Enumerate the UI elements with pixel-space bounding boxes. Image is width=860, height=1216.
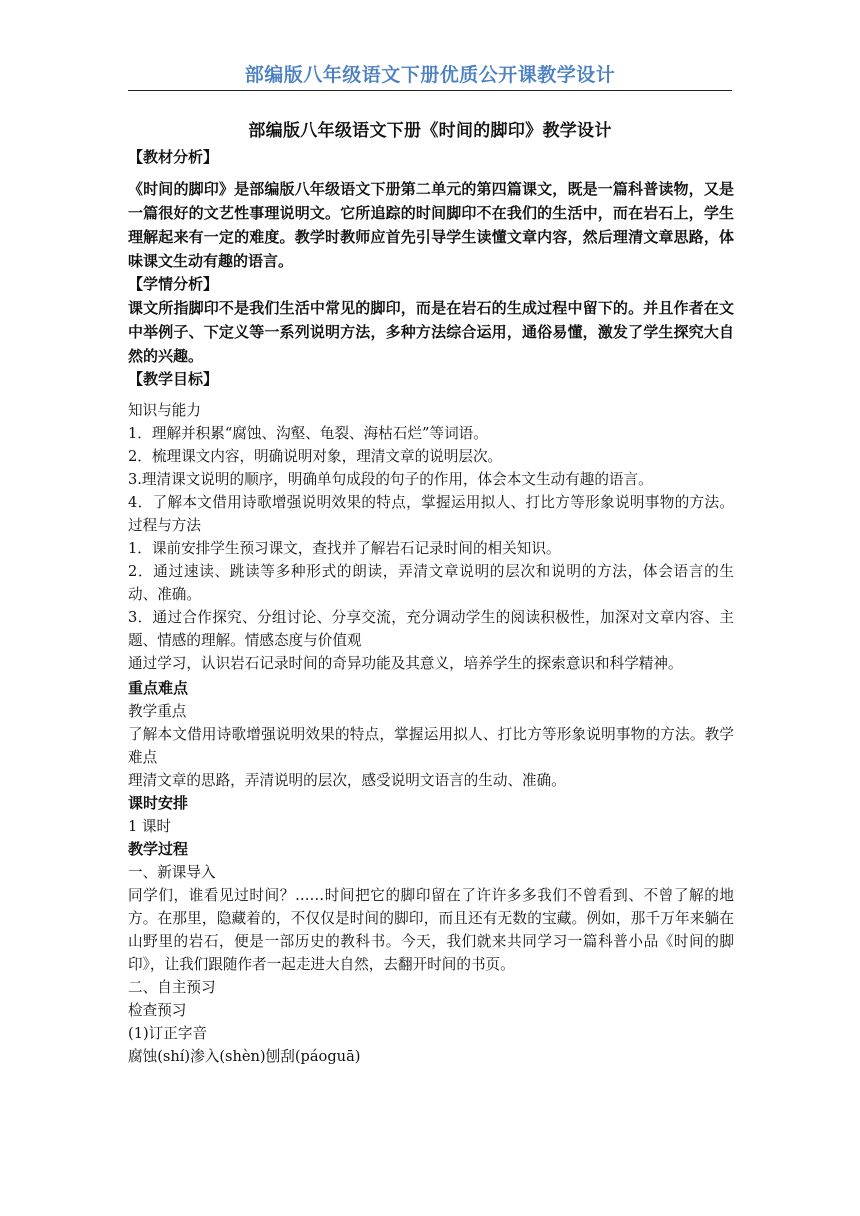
process-line: 同学们，谁看见过时间？……时间把它的脚印留在了许许多多我们不曾看到、不曾了解的地方。在那里，隐藏着的，不仅仅是时间的脚印，而且还有无数的宝藏。例如，那千万年来躺在山野里的岩石，便是一部历史的教科书。今天，我们就来共同学习一篇科普小品《时间的脚印》，让我们跟随作者一起走进大自然，去翻开时间的书页。 [128, 887, 734, 973]
section-heading-key-points: 重点难点 [128, 679, 189, 697]
section-heading-students: 【学情分析】 [128, 275, 219, 293]
goals-line: 通过学习，认识岩石记录时间的奇异功能及其意义，培养学生的探索意识和科学精神。 [128, 655, 683, 672]
document-body [128, 146, 734, 1068]
process-list [128, 861, 734, 1068]
process-line: 一、新课导入 [128, 864, 216, 881]
key-points-line: 理清文章的思路，弄清说明的层次，感受说明文语言的生动、准确。 [128, 772, 566, 789]
process-line: 二、自主预习 [128, 979, 216, 996]
goals-line: 2．梳理课文内容，明确说明对象，理清文章的说明层次。 [128, 448, 503, 465]
goals-line: 2．通过速读、跳读等多种形式的朗读，弄清文章说明的层次和说明的方法，体会语言的生动、准确。 [128, 563, 734, 603]
goals-line: 4．了解本文借用诗歌增强说明效果的特点，掌握运用拟人、打比方等形象说明事物的方法。过程与方法 [128, 494, 734, 534]
goals-line: 3.理清课文说明的顺序，明确单句成段的句子的作用，体会本文生动有趣的语言。 [128, 471, 653, 488]
process-line: (1)订正字音 [128, 1025, 208, 1042]
material-analysis-text: 《时间的脚印》是部编版八年级语文下册第二单元的第四篇课文，既是一篇科普读物，又是一篇很好的文艺性事理说明文。它所追踪的时间脚印不在我们的生活中，而在岩石上，学生理解起来有一定的难度。教学时教师应首先引导学生读懂文章内容，然后理清文章思路，体味课文生动有趣的语言。 [128, 180, 734, 270]
schedule-line: 1 课时 [128, 818, 172, 835]
process-line: 检查预习 [128, 1002, 187, 1019]
section-heading-schedule: 课时安排 [128, 794, 189, 812]
process-line: 腐蚀(shí)渗入(shèn)刨刮(páoguā) [128, 1048, 361, 1065]
section-heading-goals: 【教学目标】 [128, 370, 219, 388]
goals-line: 1．理解并积累“腐蚀、沟壑、龟裂、海枯石烂”等词语。 [128, 425, 488, 442]
key-points-line: 教学重点 [128, 703, 187, 720]
goals-line: 3．通过合作探究、分组讨论、分享交流，充分调动学生的阅读积极性，加深对文章内容、主题、情感的理解。情感态度与价值观 [128, 609, 734, 649]
goals-line: 知识与能力 [128, 402, 201, 419]
goals-list [128, 399, 734, 675]
section-heading-material: 【教材分析】 [128, 148, 219, 166]
header-divider [128, 90, 732, 91]
goals-line: 1．课前安排学生预习课文，查找并了解岩石记录时间的相关知识。 [128, 540, 561, 557]
document-title: 部编版八年级语文下册《时间的脚印》教学设计 [248, 121, 612, 141]
key-points-list [128, 700, 734, 792]
key-points-line: 了解本文借用诗歌增强说明效果的特点，掌握运用拟人、打比方等形象说明事物的方法。教学难点 [128, 726, 734, 766]
student-analysis-text: 课文所指脚印不是我们生活中常见的脚印，而是在岩石的生成过程中留下的。并且作者在文中举例子、下定义等一系列说明方法，多种方法综合运用，通俗易懂，激发了学生探究大自然的兴趣。 [128, 299, 734, 365]
page-header-title: 部编版八年级语文下册优质公开课教学设计 [244, 64, 616, 86]
section-heading-process: 教学过程 [128, 840, 189, 858]
